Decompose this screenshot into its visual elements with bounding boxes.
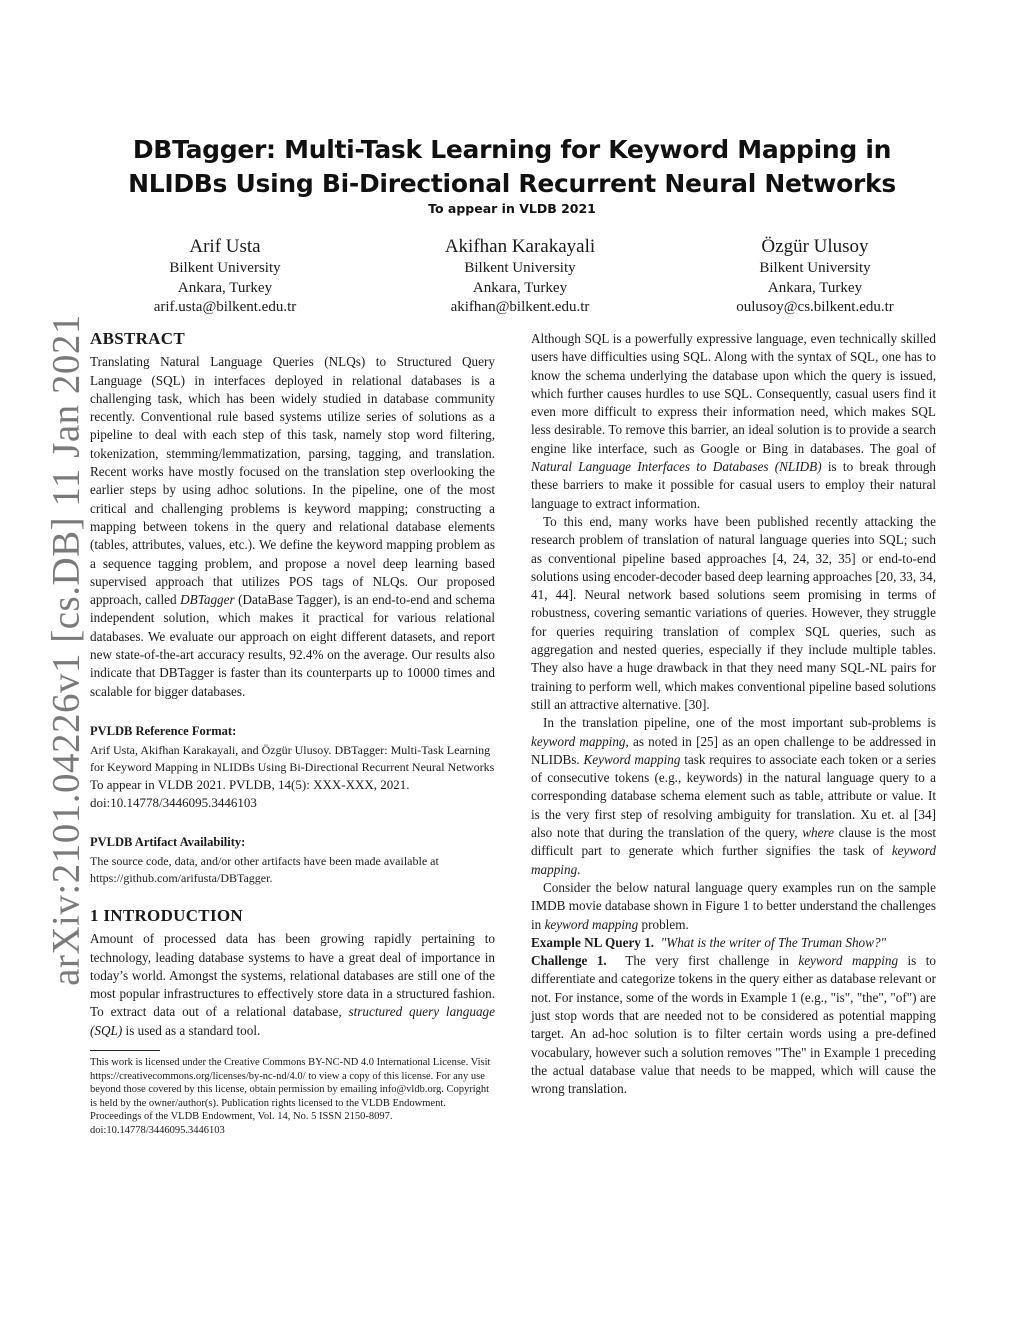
- body-text-part: is to break through these barriers to make it possible for casual users to employ their natural language to extract information.: [531, 459, 936, 511]
- body-text-part: task requires to associate each token or a series of consecutive tokens (e.g., keywords) in the natural language query to a corresponding database schema element such as table, attribute or value. It is the very first step of resolving ambiguity for translation. Xu et. al [34] also note that during the translation of the query,: [531, 751, 936, 841]
- artifact-heading: PVLDB Artifact Availability:: [90, 834, 246, 849]
- artifact-block: [90, 834, 495, 887]
- example-label: Example NL Query 1.: [531, 934, 655, 950]
- author-list: [80, 235, 960, 318]
- author-affiliation: Bilkent University: [169, 260, 281, 276]
- abstract-text-part: (DataBase Tagger), is an end-to-end and schema independent solution, which makes it practical for various relational databases. We evaluate our approach on eight different datasets, and report new state-of-the-art accuracy results, 92.4% on the average. Our results also indicate that DBTagger is faster than its counterparts up to 10000 times and scalable for bigger databases.: [90, 592, 495, 699]
- abstract-emphasis: DBTagger: [180, 592, 235, 608]
- author-name: Akifhan Karakayali: [444, 236, 596, 257]
- introduction-heading: 1 INTRODUCTION: [90, 905, 243, 925]
- challenge-paragraph: [531, 952, 936, 1098]
- author-email: arif.usta@bilkent.edu.tr: [153, 299, 297, 315]
- author-block: [375, 235, 665, 318]
- body-text-part: clause is the most difficult part to generate which further signifies the task of: [531, 825, 936, 859]
- challenge-emphasis: keyword mapping: [798, 953, 899, 969]
- author-name: Özgür Ulusoy: [761, 236, 869, 257]
- author-affiliation: Bilkent University: [464, 260, 576, 276]
- artifact-text: The source code, data, and/or other artifacts have been made available at https://github.com/arifusta/DBTagger.: [90, 853, 439, 885]
- intro-emphasis: structured query language (SQL): [90, 1004, 495, 1038]
- body-emphasis: keyword mapping: [531, 843, 936, 877]
- intro-text-part: is used as a standard tool.: [122, 1022, 261, 1038]
- footnote-license: This work is licensed under the Creative Commons BY-NC-ND 4.0 International License. Visit https://creativecommons.org/licenses/by-nc-nd/4.0/ to view a copy of this license. For any use beyond those covered by this license, obtain permission by emailing info@vldb.org. Copyright is held by the owner/author(s). Publication rights licensed to the VLDB Endowment.: [90, 1057, 491, 1109]
- paper-title: [0, 133, 1024, 201]
- paper-title-line-2: NLIDBs Using Bi-Directional Recurrent Neural Networks: [128, 169, 896, 198]
- body-text-part: Although SQL is a powerfully expressive language, even technically skilled users have difficulties using SQL. Along with the syntax of SQL, one has to know the schema underlying the database upon which the query is issued, which further causes hurdles to use SQL. Consequently, casual users find it even more difficult to express their information need, which makes SQL less desirable. To remove this barrier, an ideal solution is to provide a search engine like interface, such as Google or Bing in databases. The goal of: [531, 331, 936, 456]
- venue-note: To appear in VLDB 2021: [428, 201, 596, 216]
- body-emphasis: Keyword mapping: [583, 751, 681, 767]
- author-name: Arif Usta: [189, 236, 261, 257]
- reference-venue: To appear in VLDB 2021. PVLDB, 14(5): XXX-XXX, 2021.: [90, 776, 410, 792]
- author-block: [670, 235, 960, 318]
- abstract-heading: ABSTRACT: [90, 329, 185, 348]
- author-location: Ankara, Turkey: [177, 279, 273, 296]
- author-block: [80, 235, 370, 318]
- challenge-text-part: is to differentiate and categorize tokens in the query either as database relevant or not. For instance, some of the words in Example 1 (e.g., "is", "the", "of") are just stop words that are needed not to be considered as potential mapping target. An ad-hoc solution is to filter certain words using a pre-defined vocabulary, however such a solution removes "The" in Example 1 preceding the actual database value that needs to be mapped, which will cause the wrong translation.: [531, 953, 936, 1097]
- footnote-doi: doi:10.14778/3446095.3446103: [90, 1124, 225, 1136]
- abstract-text: [90, 353, 495, 701]
- body-paragraph: To this end, many works have been published recently attacking the research problem of translation of natural language queries into SQL; such as conventional pipeline based approaches [4, 24, 32, 35] or end-to-end solutions using encoder-decoder based deep learning approaches [20, 33, 34, 41, 44]. Neural network based solutions seem promising in terms of robustness, covering semantic variations of queries. However, they struggle for queries requiring translation of complex SQL queries, such as aggregation and nested queries, especially if they include multiple tables. They also have a huge drawback in that they need many SQL-NL pairs for training to perform well, which makes conventional pipeline based solutions still an attractive alternative. [30].: [531, 513, 936, 712]
- example-query-text: "What is the writer of The Truman Show?": [660, 934, 887, 950]
- paper-title-line-1: DBTagger: Multi-Task Learning for Keyword Mapping in: [132, 135, 892, 164]
- body-emphasis: where: [802, 825, 834, 841]
- body-emphasis: keyword mapping: [531, 733, 626, 749]
- author-location: Ankara, Turkey: [767, 279, 863, 296]
- title-block: [0, 133, 1024, 216]
- introduction-paragraph: [90, 930, 495, 1040]
- body-emphasis: Natural Language Interfaces to Databases (NLIDB): [531, 459, 822, 475]
- intro-text-part: Amount of processed data has been growing rapidly pertaining to technology, leading database systems to have a great deal of importance in today’s world. Amongst the systems, relational databases are still one of the most popular infrastructures to effectively store data in a structured fashion. To extract data out of a relational database,: [90, 931, 495, 1020]
- body-text-part: problem.: [638, 916, 689, 932]
- body-text-part: Consider the below natural language query examples run on the sample IMDB movie database shown in Figure 1 to better understand the challenges in: [531, 879, 936, 932]
- body-text-part: .: [577, 861, 581, 877]
- reference-doi: doi:10.14778/3446095.3446103: [90, 794, 257, 810]
- author-location: Ankara, Turkey: [472, 279, 568, 296]
- abstract-text-part: Translating Natural Language Queries (NLQs) to Structured Query Language (SQL) in interfaces deployed in relational databases is a challenging task, which has been widely studied in database community recently. Conventional rule based systems utilize series of solutions as a pipeline to deal with each step of this task, namely stop word filtering, tokenization, stemming/lemmatization, parsing, tagging, and translation. Recent works have mostly focused on the translation step overlooking the earlier steps by using adhoc solutions. In the pipeline, one of the most critical and challenging problems is keyword mapping; constructing a mapping between tokens in the query and relational database elements (tables, attributes, values, etc.). We define the keyword mapping problem as a sequence tagging problem, and propose a novel deep learning based supervised approach that utilizes POS tags of NLQs. Our proposed approach, called: [90, 354, 495, 608]
- challenge-label: Challenge 1.: [531, 953, 607, 969]
- challenge-text-part: The very first challenge in: [625, 953, 799, 969]
- reference-format-heading: PVLDB Reference Format:: [90, 723, 237, 738]
- body-paragraph: [531, 714, 936, 879]
- arxiv-identifier-stamp: arXiv:2101.04226v1 [cs.DB] 11 Jan 2021: [44, 314, 88, 986]
- example-query: [531, 934, 936, 952]
- author-email: akifhan@bilkent.edu.tr: [450, 299, 590, 315]
- footnote: [90, 1056, 495, 1138]
- body-text-part: , as noted in [25] as an open challenge to be addressed in NLIDBs.: [531, 733, 937, 767]
- footnote-proceedings: Proceedings of the VLDB Endowment, Vol. 14, No. 5 ISSN 2150-8097.: [90, 1111, 393, 1123]
- body-emphasis: keyword mapping: [544, 916, 639, 932]
- reference-format-block: [90, 723, 495, 812]
- left-column: [90, 330, 495, 1138]
- author-email: oulusoy@cs.bilkent.edu.tr: [736, 299, 894, 315]
- footnote-divider: [90, 1050, 160, 1051]
- body-paragraph: [531, 330, 936, 513]
- right-column: [531, 330, 936, 1098]
- body-text-part: In the translation pipeline, one of the most important sub-problems is: [543, 715, 936, 731]
- reference-citation: Arif Usta, Akifhan Karakayali, and Özgür Ulusoy. DBTagger: Multi-Task Learning for Keyword Mapping in NLIDBs Using Bi-Directional Recurrent Neural Networks: [90, 742, 495, 774]
- author-affiliation: Bilkent University: [759, 260, 871, 276]
- body-paragraph: [531, 879, 936, 934]
